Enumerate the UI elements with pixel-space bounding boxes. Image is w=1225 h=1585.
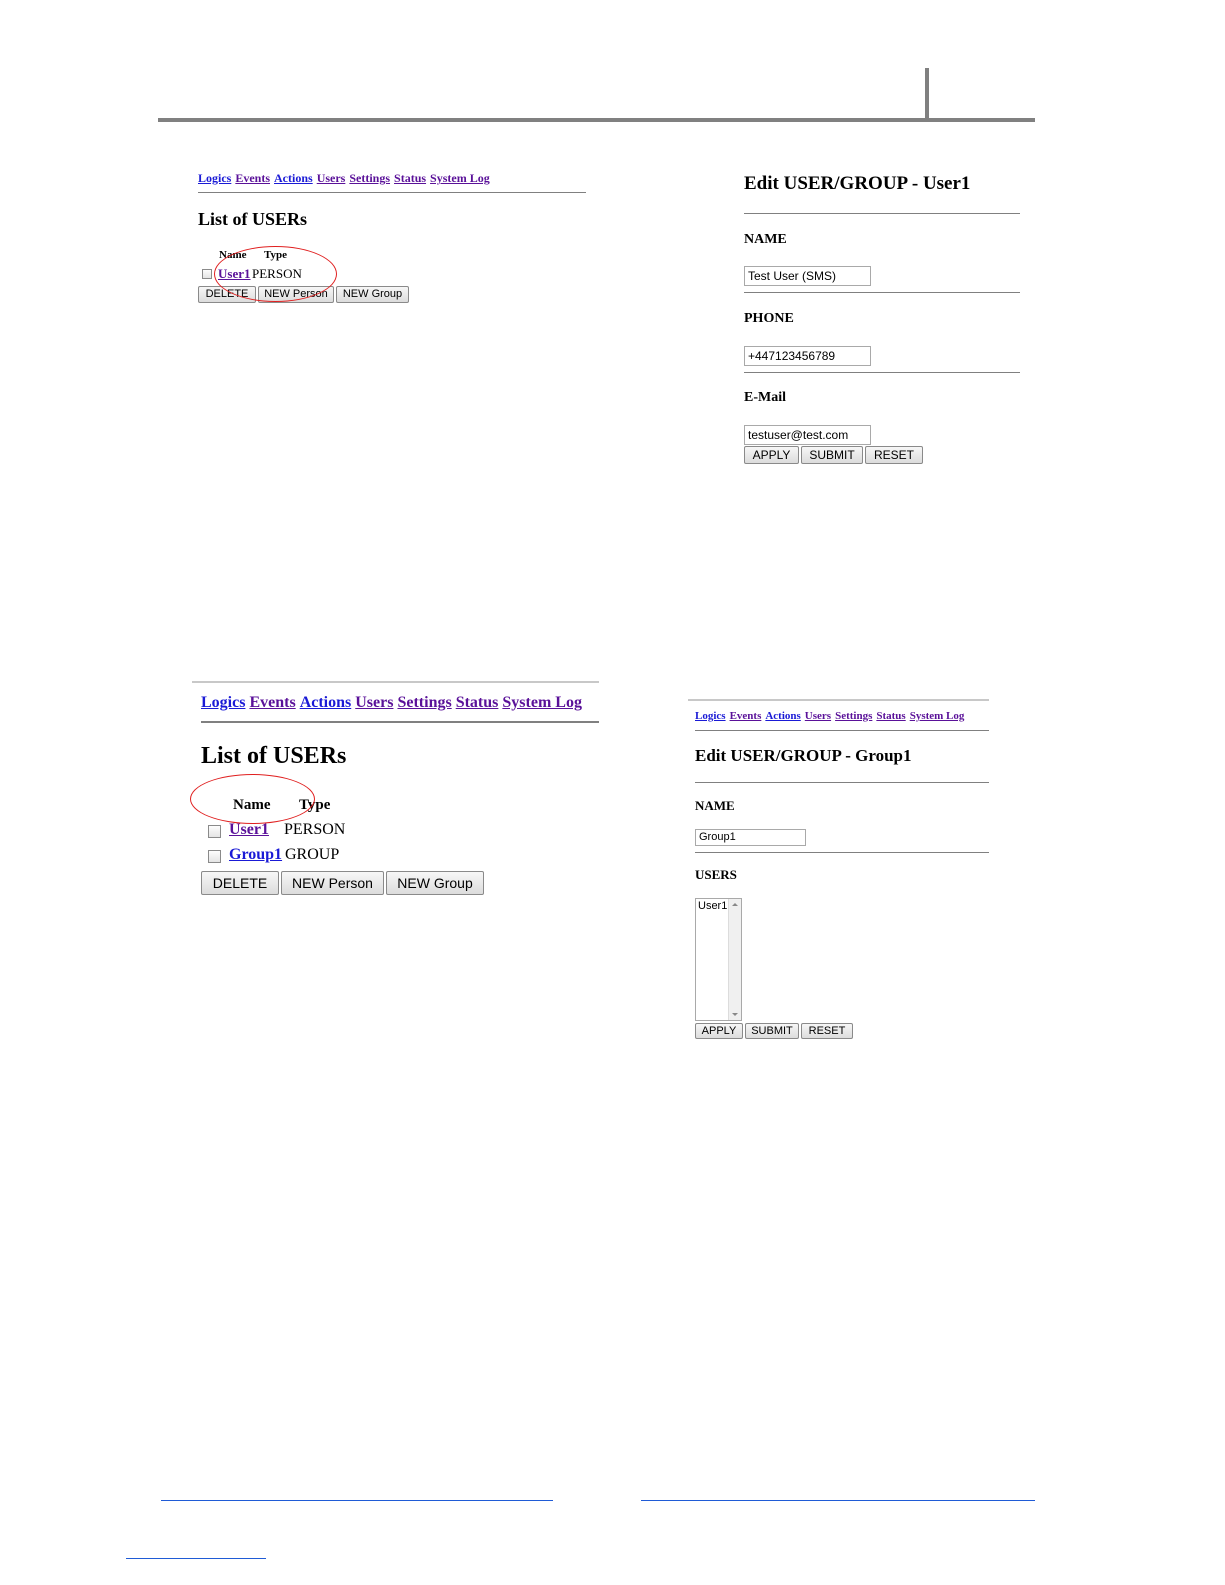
- group-link[interactable]: Group1: [229, 846, 283, 863]
- nav-actions[interactable]: Actions: [274, 171, 313, 185]
- section-rule: [744, 372, 1020, 373]
- col-type-header: Type: [264, 249, 288, 261]
- nav-actions[interactable]: Actions: [299, 694, 352, 711]
- nav-rule: [695, 730, 989, 731]
- nav-users[interactable]: Users: [355, 694, 394, 711]
- nav-events[interactable]: Events: [729, 710, 762, 722]
- nav-settings[interactable]: Settings: [349, 171, 391, 185]
- users-listbox[interactable]: [695, 898, 742, 1021]
- submit-button[interactable]: SUBMIT: [745, 1023, 799, 1039]
- nav-settings[interactable]: Settings: [397, 694, 452, 711]
- row-checkbox[interactable]: [202, 269, 212, 279]
- nav-events[interactable]: Events: [235, 171, 271, 185]
- users-label: USERS: [695, 867, 737, 882]
- edit-title: Edit USER/GROUP - User1: [744, 173, 971, 194]
- nav-users[interactable]: Users: [316, 171, 346, 185]
- nav-status[interactable]: Status: [876, 710, 906, 722]
- listbox-scrollbar[interactable]: [728, 899, 741, 1020]
- user-link[interactable]: User1: [229, 821, 269, 838]
- new-person-button[interactable]: NEW Person: [281, 871, 384, 895]
- name-input[interactable]: Test User (SMS): [744, 266, 871, 286]
- col-name-header: Name: [219, 249, 247, 261]
- page-title: List of USERs: [201, 743, 347, 769]
- nav-users[interactable]: Users: [804, 710, 832, 722]
- nav-logics[interactable]: Logics: [201, 694, 246, 711]
- highlight-circle: [190, 774, 315, 824]
- nav-logics[interactable]: Logics: [198, 171, 232, 185]
- row-checkbox[interactable]: [208, 825, 221, 838]
- screenshot-top-edge: [192, 681, 599, 683]
- delete-button[interactable]: DELETE: [198, 286, 256, 303]
- new-group-button[interactable]: NEW Group: [336, 286, 409, 303]
- user-link[interactable]: User1: [218, 266, 251, 281]
- apply-button[interactable]: APPLY: [695, 1023, 743, 1039]
- row-checkbox[interactable]: [208, 850, 221, 863]
- nav-events[interactable]: Events: [249, 694, 296, 711]
- nav-bar-1: [198, 171, 494, 186]
- nav-system-log[interactable]: System Log: [909, 710, 965, 722]
- section-rule: [744, 292, 1020, 293]
- section-rule: [695, 852, 989, 853]
- footer-rule-bottom: [126, 1558, 266, 1559]
- screenshot-top-edge: [688, 699, 989, 701]
- col-type-header: Type: [299, 797, 331, 813]
- name-label: NAME: [744, 232, 787, 247]
- phone-label: PHONE: [744, 311, 794, 326]
- scroll-down-icon[interactable]: [732, 1013, 738, 1016]
- header-tick: [925, 68, 929, 120]
- header-rule: [158, 118, 1035, 122]
- footer-rule-left: [161, 1500, 553, 1501]
- section-rule: [744, 213, 1020, 214]
- new-person-button[interactable]: NEW Person: [258, 286, 334, 303]
- user-type: PERSON: [284, 821, 346, 838]
- scroll-up-icon[interactable]: [732, 903, 738, 906]
- page-title: List of USERs: [198, 209, 308, 229]
- footer-rule-right: [641, 1500, 1035, 1501]
- nav-logics[interactable]: Logics: [695, 710, 726, 722]
- nav-bar-2: [201, 694, 586, 712]
- name-label: NAME: [695, 798, 735, 813]
- nav-settings[interactable]: Settings: [835, 710, 873, 722]
- apply-button[interactable]: APPLY: [744, 446, 799, 464]
- col-name-header: Name: [233, 797, 271, 813]
- users-list-item[interactable]: User1: [698, 900, 728, 912]
- nav-actions[interactable]: Actions: [765, 710, 801, 722]
- nav-system-log[interactable]: System Log: [502, 694, 582, 711]
- section-rule: [695, 782, 989, 783]
- edit-title: Edit USER/GROUP - Group1: [695, 746, 912, 765]
- email-label: E-Mail: [744, 390, 786, 405]
- phone-input[interactable]: +447123456789: [744, 346, 871, 366]
- nav-status[interactable]: Status: [455, 694, 499, 711]
- reset-button[interactable]: RESET: [865, 446, 923, 464]
- user-type: PERSON: [252, 266, 302, 281]
- delete-button[interactable]: DELETE: [201, 871, 279, 895]
- submit-button[interactable]: SUBMIT: [801, 446, 863, 464]
- nav-rule: [201, 721, 599, 723]
- nav-status[interactable]: Status: [394, 171, 427, 185]
- reset-button[interactable]: RESET: [801, 1023, 853, 1039]
- nav-rule: [198, 192, 586, 193]
- highlight-circle: [214, 246, 337, 302]
- group-name-input[interactable]: Group1: [695, 829, 806, 846]
- nav-bar-3: [695, 710, 968, 722]
- new-group-button[interactable]: NEW Group: [386, 871, 484, 895]
- group-type: GROUP: [285, 846, 340, 863]
- email-input[interactable]: testuser@test.com: [744, 425, 871, 445]
- nav-system-log[interactable]: System Log: [430, 171, 490, 185]
